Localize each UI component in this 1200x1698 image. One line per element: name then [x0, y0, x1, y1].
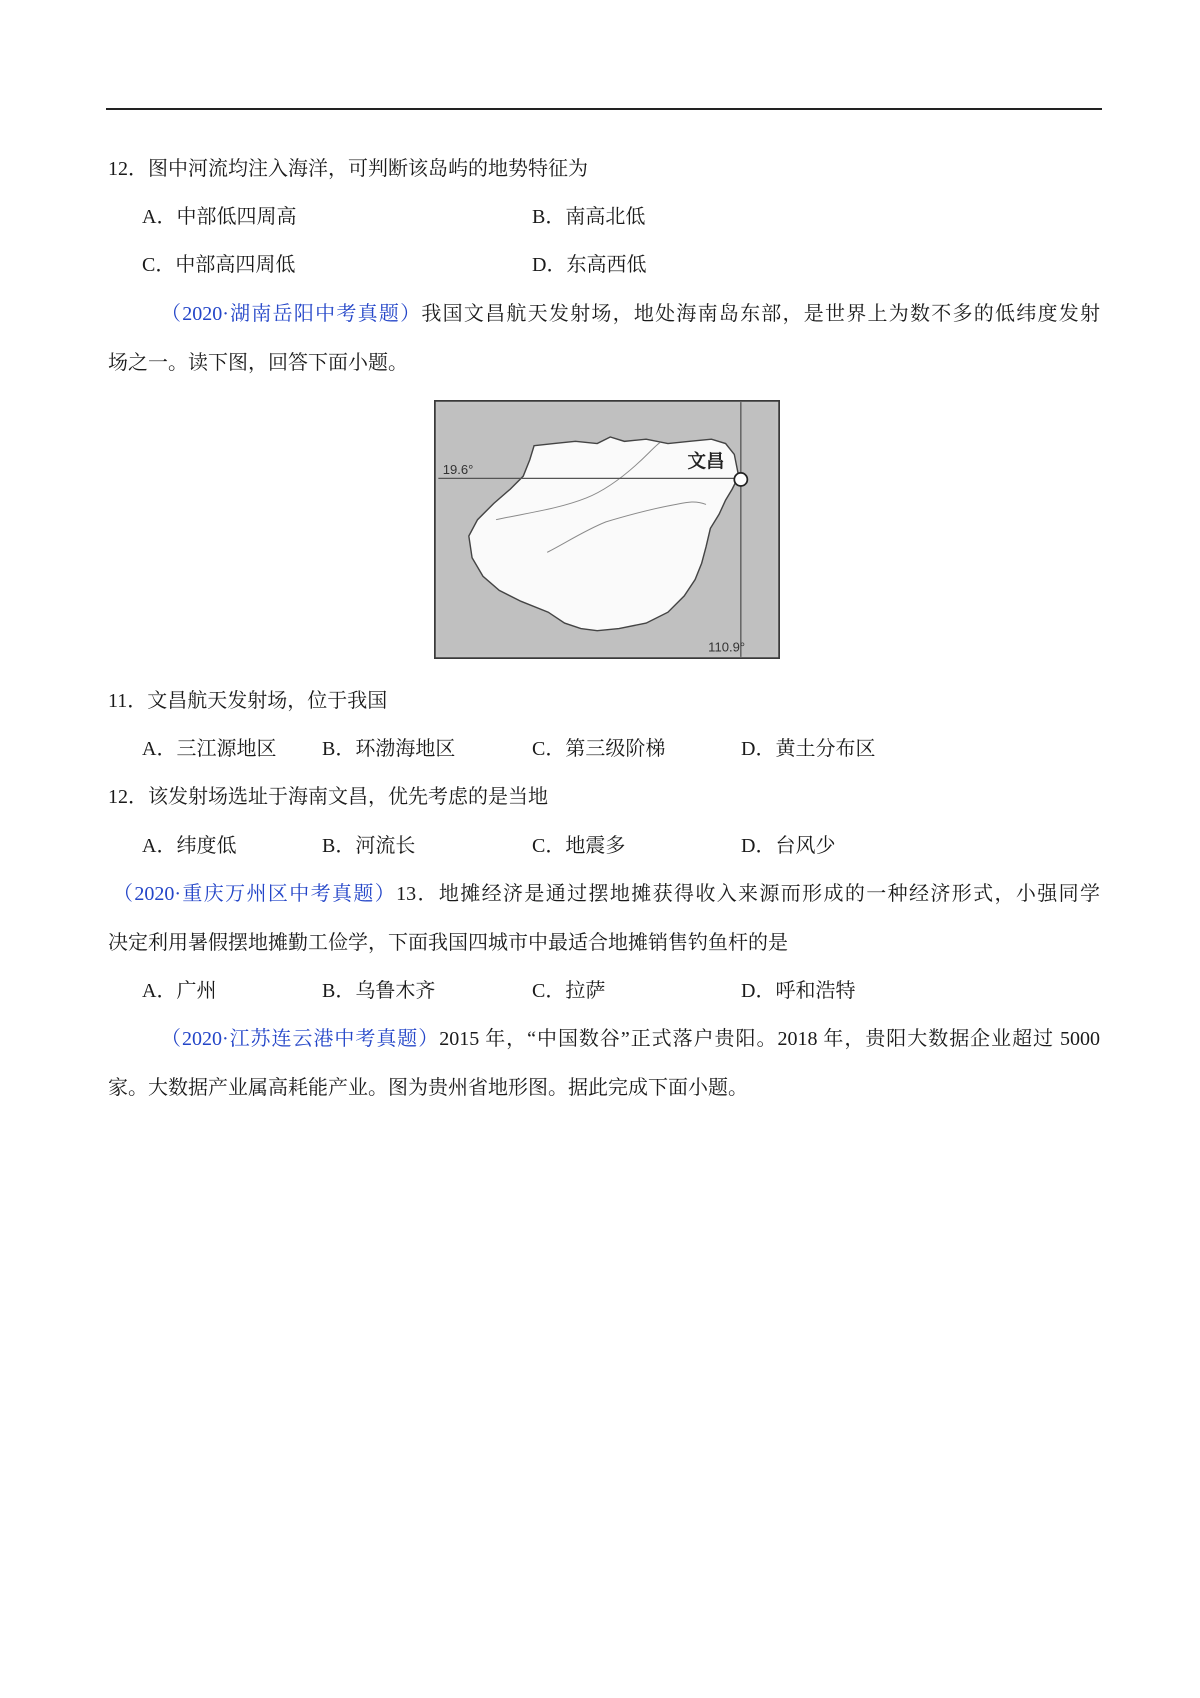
- option-c: C．中部高四周低: [142, 254, 296, 276]
- option-c: C．地震多: [532, 835, 626, 857]
- jiangsu-intro-line-1: [161, 1025, 1100, 1053]
- question-12-stem: 12．图中河流均注入海洋，可判断该岛屿的地势特征为: [108, 158, 588, 180]
- option-b: B．环渤海地区: [322, 738, 456, 760]
- option-a: A．纬度低: [142, 835, 237, 857]
- hunan-intro-line-2: 场之一。读下图，回答下面小题。: [108, 352, 408, 374]
- hunan-intro-line-1: [161, 300, 1100, 328]
- option-d: D．东高西低: [532, 254, 647, 276]
- place-label: 文昌: [687, 450, 725, 472]
- option-b: B．乌鲁木齐: [322, 980, 436, 1002]
- latitude-label: 19.6°: [442, 461, 474, 478]
- option-a: A．三江源地区: [142, 738, 277, 760]
- question-13-stem-line-2: 决定利用暑假摆地摊勤工俭学，下面我国四城市中最适合地摊销售钓鱼杆的是: [108, 932, 788, 954]
- question-12-options-row-1: [0, 203, 1200, 231]
- source-tag: （2020·江苏连云港中考真题）: [161, 1028, 440, 1050]
- question-11-options-row: [0, 735, 1200, 763]
- question-12b-stem: 12．该发射场选址于海南文昌，优先考虑的是当地: [108, 786, 548, 808]
- header-rule: [106, 108, 1102, 110]
- source-tag: （2020·湖南岳阳中考真题）: [161, 303, 422, 325]
- map-figure: [434, 400, 780, 659]
- question-12b-options-row: [0, 832, 1200, 860]
- option-a: A．中部低四周高: [142, 206, 297, 228]
- option-c: C．拉萨: [532, 980, 606, 1002]
- option-d: D．台风少: [741, 835, 836, 857]
- question-13-stem-line-1: [113, 880, 1100, 908]
- longitude-label: 110.9°: [708, 639, 746, 655]
- question-11-stem: 11．文昌航天发射场，位于我国: [108, 690, 388, 712]
- option-d: D．呼和浩特: [741, 980, 856, 1002]
- intro-text: 2015 年，“中国数谷”正式落户贵阳。2018 年，贵阳大数据企业超过 5000: [439, 1028, 1100, 1050]
- hainan-island-map: [434, 400, 780, 659]
- option-b: B．南高北低: [532, 206, 646, 228]
- question-12-options-row-2: [0, 251, 1200, 279]
- option-d: D．黄土分布区: [741, 738, 876, 760]
- jiangsu-intro-line-2: 家。大数据产业属高耗能产业。图为贵州省地形图。据此完成下面小题。: [108, 1077, 748, 1099]
- option-c: C．第三级阶梯: [532, 738, 666, 760]
- stem-text: 13．地摊经济是通过摆地摊获得收入来源而形成的一种经济形式，小强同学: [396, 883, 1100, 905]
- source-tag: （2020·重庆万州区中考真题）: [113, 883, 397, 905]
- wenchang-marker-icon: [734, 473, 747, 486]
- option-b: B．河流长: [322, 835, 416, 857]
- question-13-options-row: [0, 977, 1200, 1005]
- intro-text: 我国文昌航天发射场，地处海南岛东部，是世界上为数不多的低纬度发射: [421, 303, 1100, 325]
- option-a: A．广州: [142, 980, 217, 1002]
